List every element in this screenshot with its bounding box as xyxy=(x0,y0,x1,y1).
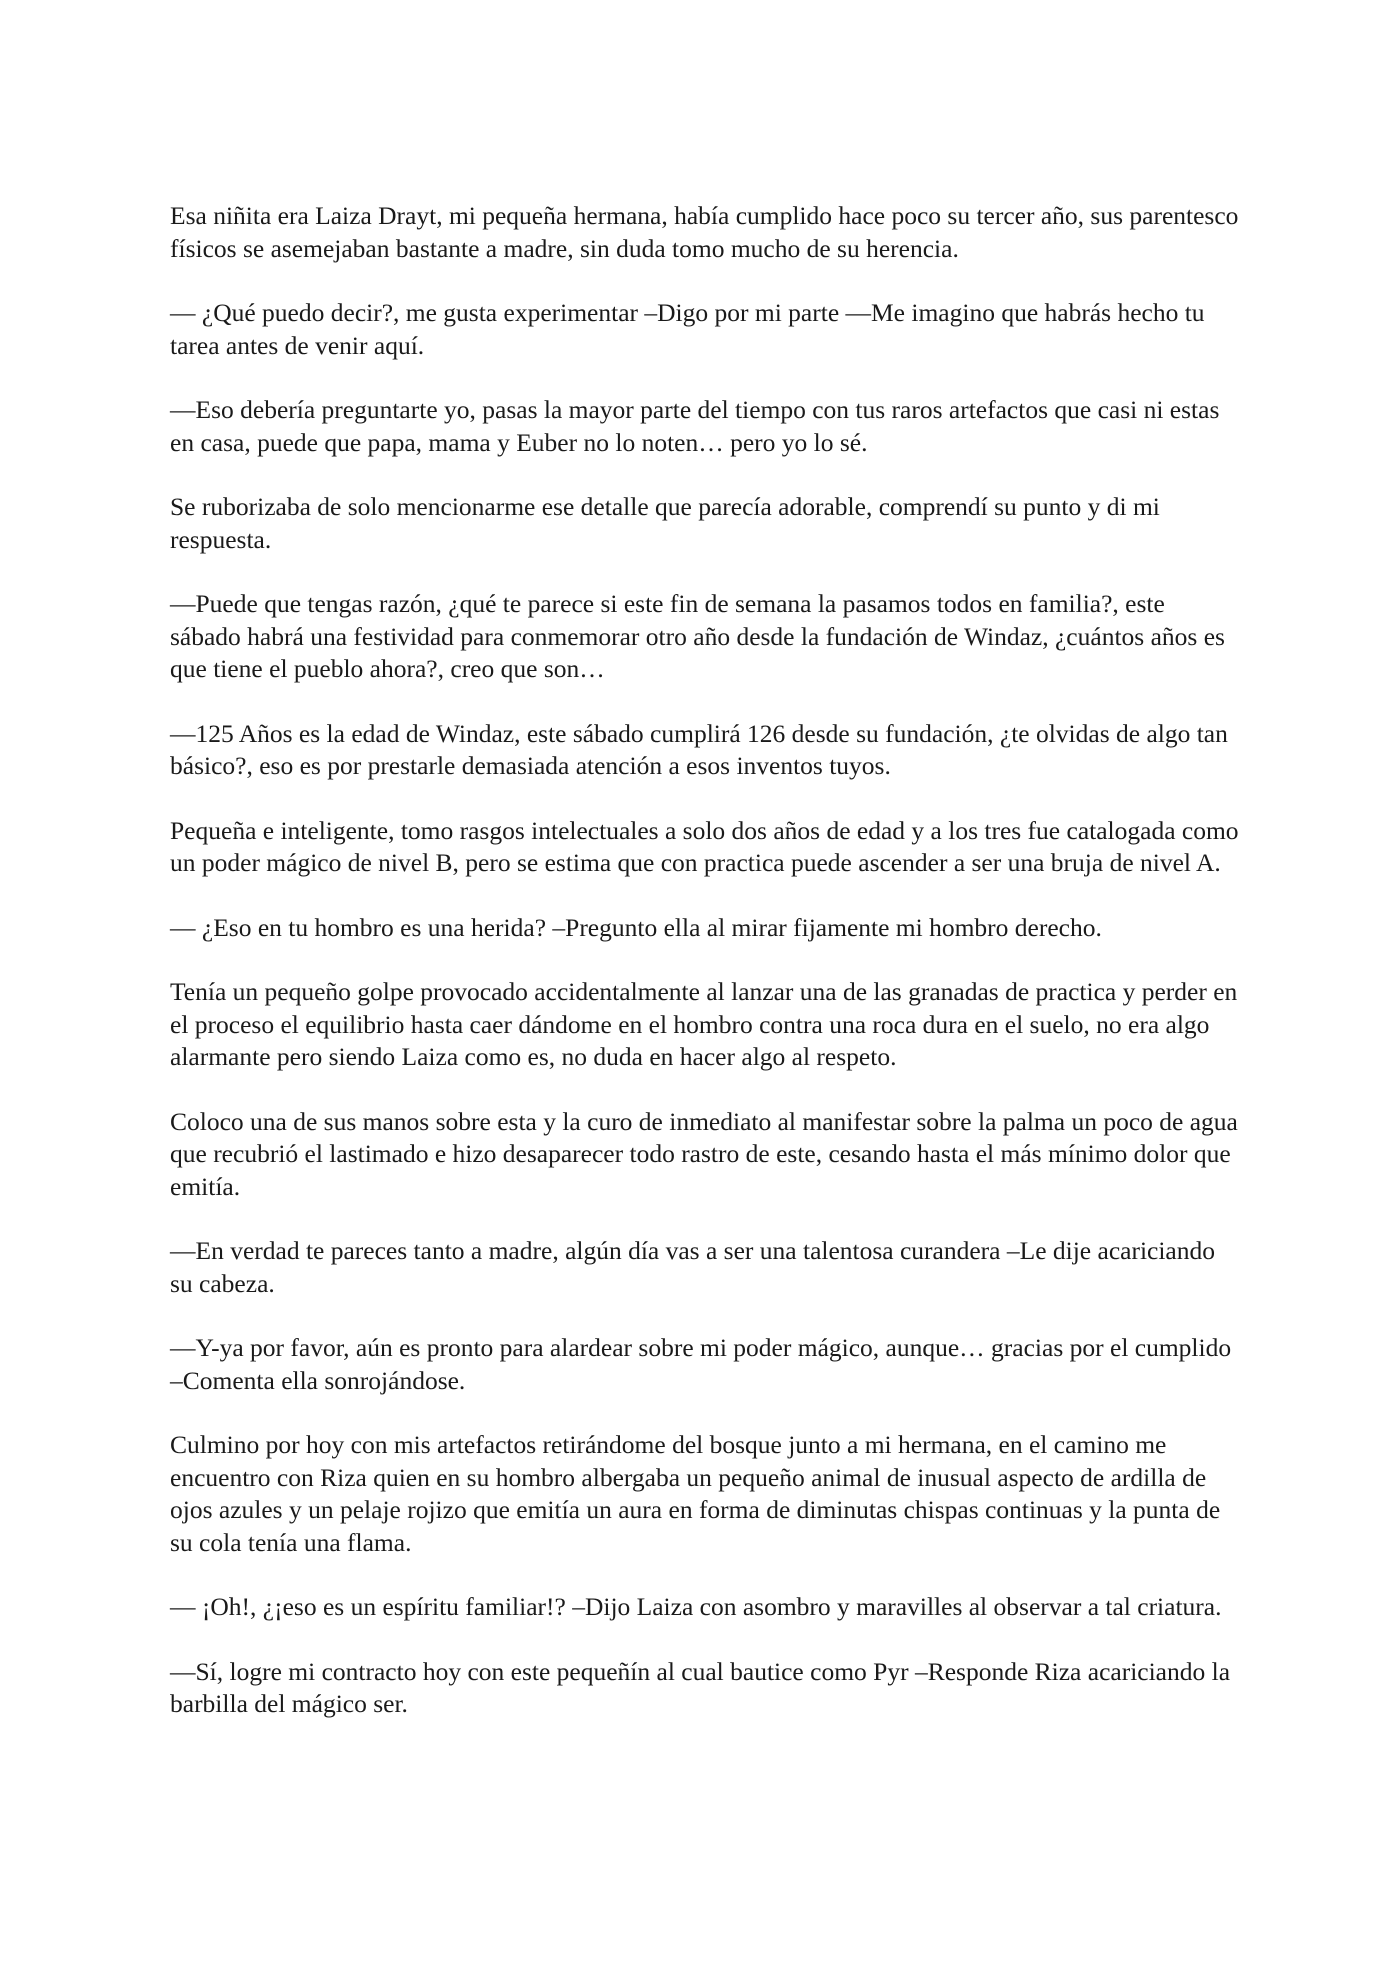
paragraph-1: Esa niñita era Laiza Drayt, mi pequeña hermana, había cumplido hace poco su tercer año, sus parentesco físicos se asemejaban bastante a madre, sin duda tomo mucho de su herencia. xyxy=(170,201,1239,263)
paragraph-6: —125 Años es la edad de Windaz, este sábado cumplirá 126 desde su fundación, ¿te olvidas de algo tan básico?, eso es por prestarle demasiada atención a esos inventos tuyos. xyxy=(170,718,1228,780)
paragraph-11: —En verdad te pareces tanto a madre, algún día vas a ser una talentosa curandera –Le dije acariciando su cabeza. xyxy=(170,1236,1216,1298)
paragraph-10: Coloco una de sus manos sobre esta y la curo de inmediato al manifestar sobre la palma un poco de agua que recubrió el lastimado e hizo desaparecer todo rastro de este, cesando hasta el más mínimo dolor que emitía. xyxy=(170,1106,1238,1201)
paragraph-12: —Y-ya por favor, aún es pronto para alardear sobre mi poder mágico, aunque… gracias por el cumplido –Comenta ella sonrojándose. xyxy=(170,1333,1232,1395)
paragraph-13: Culmino por hoy con mis artefactos retirándome del bosque junto a mi hermana, en el camino me encuentro con Riza quien en su hombro albergaba un pequeño animal de inusual aspecto de ardilla de ojos azules y un pelaje rojizo que emitía un aura en forma de diminutas chispas continuas y la punta de su cola tenía una flama. xyxy=(170,1430,1221,1557)
paragraph-3: —Eso debería preguntarte yo, pasas la mayor parte del tiempo con tus raros artefactos que casi ni estas en casa, puede que papa, mama y Euber no lo noten… pero yo lo sé. xyxy=(170,395,1220,457)
paragraph-8: — ¿Eso en tu hombro es una herida? –Pregunto ella al mirar fijamente mi hombro derecho. xyxy=(170,912,1102,942)
paragraph-7: Pequeña e inteligente, tomo rasgos intelectuales a solo dos años de edad y a los tres fue catalogada como un poder mágico de nivel B, pero se estima que con practica puede ascender a ser una bruja de nivel A. xyxy=(170,815,1239,877)
paragraph-9: Tenía un pequeño golpe provocado accidentalmente al lanzar una de las granadas de practica y perder en el proceso el equilibrio hasta caer dándome en el hombro contra una roca dura en el suelo, no era algo alarmante pero siendo Laiza como es, no duda en hacer algo al respeto. xyxy=(170,977,1238,1071)
paragraph-5: —Puede que tengas razón, ¿qué te parece si este fin de semana la pasamos todos en familia?, este sábado habrá una festividad para conmemorar otro año desde la fundación de Windaz, ¿cuántos años es que tiene el pueblo ahora?, creo que son… xyxy=(170,589,1225,683)
paragraph-4: Se ruborizaba de solo mencionarme ese detalle que parecía adorable, comprendí su punto y di mi respuesta. xyxy=(170,492,1160,554)
paragraph-15: —Sí, logre mi contracto hoy con este pequeñín al cual bautice como Pyr –Responde Riza acariciando la barbilla del mágico ser. xyxy=(170,1656,1231,1718)
paragraph-14: — ¡Oh!, ¿¡eso es un espíritu familiar!? –Dijo Laiza con asombro y maravilles al observar a tal criatura. xyxy=(170,1592,1222,1621)
document-page xyxy=(170,200,1240,1753)
paragraph-2: — ¿Qué puedo decir?, me gusta experimentar –Digo por mi parte —Me imagino que habrás hecho tu tarea antes de venir aquí. xyxy=(170,298,1205,360)
